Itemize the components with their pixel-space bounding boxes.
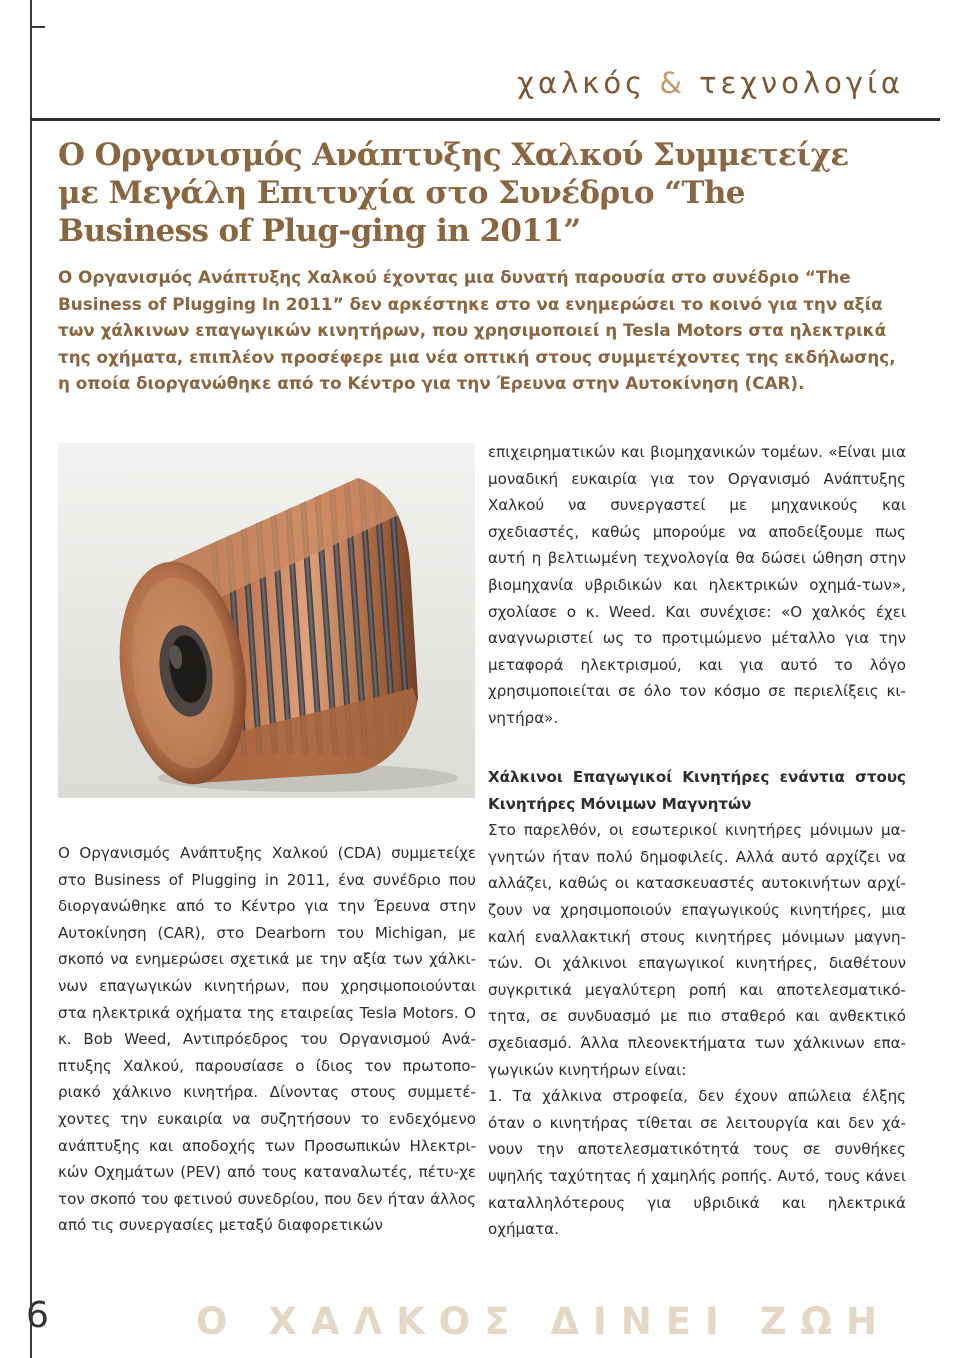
left-column-paragraph: Ο Οργανισμός Ανάπτυξης Χαλκού (CDA) συμμετείχε στο Business of Plugging in 2011, ένα συνέδριο που διοργανώθηκε από το Κέντρο για την Έρευνα στην Αυτοκίνηση (CAR), στο Dearborn του Michigan, με σκοπό να ενημερώσει σχετικά με την αξία των χάλκι-νων επαγωγικών κινητήρων, που χρησιμοποιούνται στα ηλεκτρικά οχήματα της εταιρείας Tesla Motors. Ο κ. Bob Weed, Αντιπρόεδρος του Οργανισμού Ανά-πτυξης Χαλκού, παρουσίασε ο ίδιος τον πρωτοπο-ριακό χάλκινο κινητήρα. Δίνοντας στους συμμετέ-χοντες την ευκαιρία να συζητήσουν το ενδεχόμενο ανάπτυξης και αποδοχής των Προσωπικών Ηλεκτρι-κών Οχημάτων (PEV) από τους καταναλωτές, πέτυ-χε τον σκοπό του φετινού συνεδρίου, που δεν ήταν άλλος από τις συνεργασίες μεταξύ διαφορετικών bbox=[58, 844, 476, 1235]
list-item-1: 1. Τα χάλκινα στροφεία, δεν έχουν απώλεια έλξης όταν ο κινητήρας τίθεται σε λειτουργία και δεν χά-νουν την αποτελεσματικότητά τους σε συνθήκες υψηλής ταχύτητας ή χαμηλής ροπής. Αυτό, τους κάνει καταλληλότερους για υβριδικά και ηλεκτρικά οχήματα. bbox=[488, 1087, 906, 1239]
article-lead: Ο Οργανισμός Ανάπτυξης Χαλκού έχοντας μια δυνατή παρουσία στο συνέδριο “The Business of Plugging In 2011” δεν αρκέστηκε στο να ενημερώσει το κοινό για την αξία των χάλκινων επαγωγικών κινητήρων, που χρησιμοποιεί η Tesla Motors στα ηλεκτρικά της οχήματα, επιπλέον προσέφερε μια νέα οπτική στους συμμετέχοντες της εκδήλωσης, η οποία διοργανώθηκε από το Κέντρο για την Έρευνα στην Αυτοκίνηση (CAR). bbox=[58, 267, 896, 394]
right-column-top-text bbox=[488, 439, 906, 732]
header-rule bbox=[30, 118, 940, 121]
article-title: Ο Οργανισμός Ανάπτυξης Χαλκού Συμμετείχε με Μεγάλη Επιτυχία στο Συνέδριο “The Business of Plug-ging in 2011” bbox=[58, 137, 849, 249]
section-ampersand: & bbox=[659, 66, 686, 100]
section-subheading: Χάλκινοι Επαγωγικοί Κινητήρες ενάντια στους Κινητήρες Μόνιμων Μαγνητών bbox=[488, 768, 906, 813]
section-word-technology: τεχνολογία bbox=[699, 66, 904, 100]
right-column-quote-paragraph: επιχειρηματικών και βιομηχανικών τομέων. «Είναι μια μοναδική ευκαιρία για τον Οργανισμό Ανάπτυξης Χαλκού να συνεργαστεί με μηχανικούς και σχεδιαστές, καθώς μπορούμε να αποδείξουμε πως αυτή η βελτιωμένη τεχνολογία θα δώσει ώθηση στην βιομηχανία υβριδικών και ηλεκτρικών οχημά-των», σχολίασε ο κ. Weed. Και συνέχισε: «Ο χαλκός έχει αναγνωριστεί ως το προτιμώμενο μέταλλο για την μεταφορά ηλεκτρισμού, και για αυτό το λόγο χρησιμοποιείται σε όλο τον κόσμο σε περιελίξεις κι-νητήρα». bbox=[488, 443, 906, 727]
footer-slogan: Ο ΧΑΛΚΟΣ ΔΙΝΕΙ ΖΩΗ bbox=[196, 1300, 891, 1343]
left-column-text bbox=[58, 840, 476, 1239]
right-column-bottom-text bbox=[488, 764, 906, 1243]
right-column-body-paragraph: Στο παρελθόν, οι εσωτερικοί κινητήρες μόνιμων μα-γνητών ήταν πολύ δημοφιλείς. Αλλά αυτό αρχίζει να αλλάζει, καθώς οι κατασκευαστές αυτοκινήτων αρχί-ζουν να χρησιμοποιούν επαγωγικούς κινητήρες, μια καλή εναλλακτική στους κινητήρες μόνιμων μαγνη-τών. Οι χάλκινοι επαγωγικοί κινητήρες, διαθέτουν συγκριτικά μεγαλύτερη ροπή και αποτελεσματικό-τητα, σε συνδυασμό με πιο σταθερό και ανθεκτικό σχεδιασμό. Άλλα πλεονεκτήματα των χάλκινων επα-γωγικών κινητήρων είναι: bbox=[488, 821, 906, 1079]
section-word-copper: χαλκός bbox=[517, 66, 647, 100]
top-tick-mark bbox=[31, 26, 45, 28]
left-margin-rule bbox=[30, 0, 32, 1358]
page-number: 6 bbox=[26, 1295, 49, 1336]
section-label bbox=[517, 66, 904, 100]
copper-rotor-photo bbox=[58, 443, 475, 798]
